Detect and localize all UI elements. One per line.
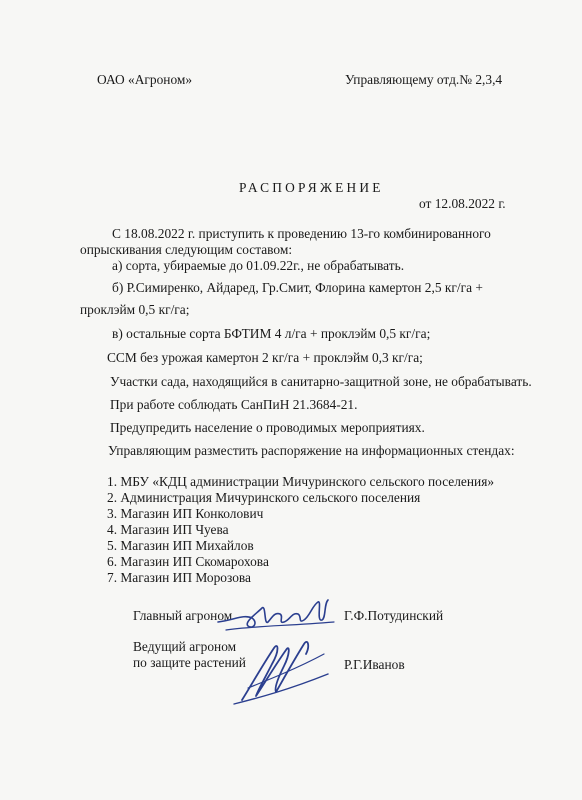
list-item: 2. Администрация Мичуринского сельского поселения <box>107 490 421 505</box>
chief-agronomist-title: Главный агроном <box>133 608 233 623</box>
lead-agronomist-title-line-2: по защите растений <box>133 655 246 670</box>
addressee: Управляющему отд.№ 2,3,4 <box>345 72 503 87</box>
item-b-line-1: б) Р.Симиренко, Айдаред, Гр.Смит, Флорина камертон 2,5 кг/га + <box>112 280 483 295</box>
item-a: а) сорта, убираемые до 01.09.22г., не обрабатывать. <box>112 258 405 273</box>
item-ssm: ССМ без урожая камертон 2 кг/га + проклэйм 0,3 кг/га; <box>107 350 423 365</box>
chief-agronomist-name: Г.Ф.Потудинский <box>344 608 444 623</box>
list-item: 1. МБУ «КДЦ администрации Мичуринского сельского поселения» <box>107 474 495 489</box>
intro-line-2: опрыскивания следующим составом: <box>80 242 293 257</box>
intro-line-1: С 18.08.2022 г. приступить к проведению 13-го комбинированного <box>112 226 491 241</box>
list-item: 5. Магазин ИП Михайлов <box>107 538 254 553</box>
item-c: в) остальные сорта БФТИМ 4 л/га + проклэйм 0,5 кг/га; <box>112 326 431 341</box>
lead-signature <box>228 630 338 710</box>
lead-agronomist-title-line-1: Ведущий агроном <box>133 639 237 654</box>
item-b-line-2: проклэйм 0,5 кг/га; <box>80 302 190 317</box>
lead-agronomist-name: Р.Г.Иванов <box>344 657 405 672</box>
organization-name: ОАО «Агроном» <box>97 72 193 87</box>
sanitary-zone-note: Участки сада, находящийся в санитарно-защитной зоне, не обрабатывать. <box>110 374 532 389</box>
warn-population-note: Предупредить население о проводимых мероприятиях. <box>110 420 425 435</box>
document-title: РАСПОРЯЖЕНИЕ <box>239 180 384 195</box>
document-date: от 12.08.2022 г. <box>419 196 506 211</box>
list-item: 7. Магазин ИП Морозова <box>107 570 251 585</box>
sanpin-note: При работе соблюдать СанПиН 21.3684-21. <box>110 397 358 412</box>
list-item: 6. Магазин ИП Скомарохова <box>107 554 269 569</box>
list-item: 3. Магазин ИП Конколович <box>107 506 264 521</box>
list-item: 4. Магазин ИП Чуева <box>107 522 229 537</box>
post-instruction: Управляющим разместить распоряжение на информационных стендах: <box>108 443 515 458</box>
